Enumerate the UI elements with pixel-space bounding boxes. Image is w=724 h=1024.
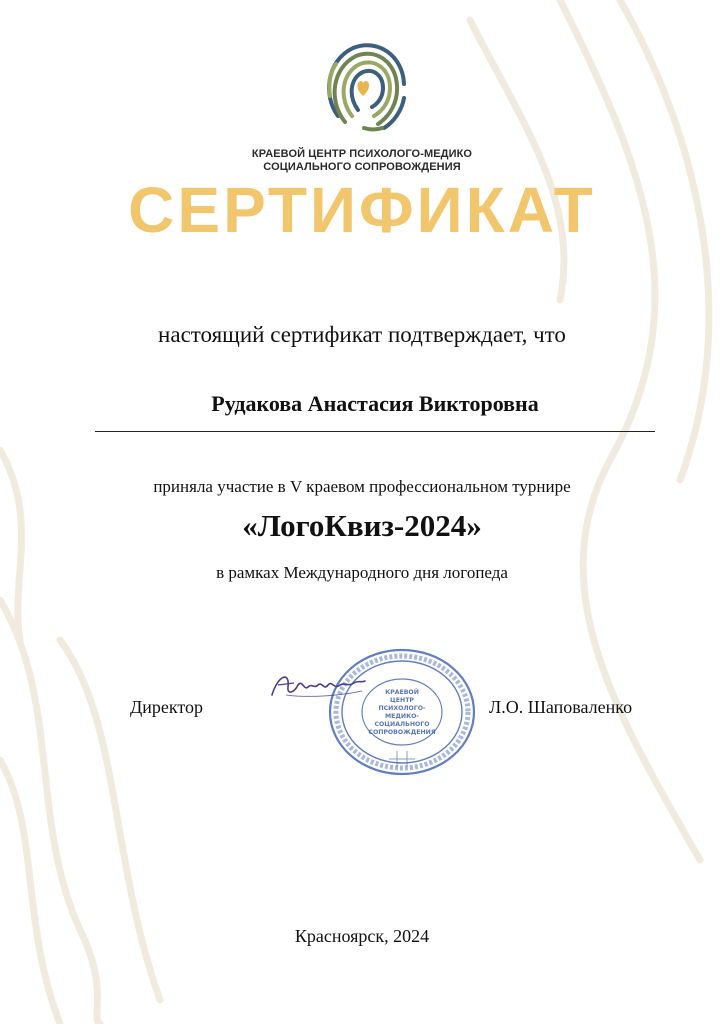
stamp-text-line: МЕДИКО- (385, 713, 419, 720)
stamp-text-line: СОЦИАЛЬНОГО (374, 721, 430, 728)
organization-name-line1: КРАЕВОЙ ЦЕНТР ПСИХОЛОГО-МЕДИКО (251, 148, 473, 160)
stamp-text-line: ЦЕНТР (390, 697, 414, 704)
city-year: Красноярск, 2024 (294, 926, 430, 946)
confirmation-text: настоящий сертификат подтверждает, что (158, 322, 566, 347)
certificate-title: СЕРТИФИКАТ (128, 174, 596, 246)
stamp-text-line: КРАЕВОЙ (385, 689, 419, 696)
recipient-name: Рудакова Анастасия Викторовна (95, 391, 655, 432)
organization-name-line2: СОЦИАЛЬНОГО СОПРОВОЖДЕНИЯ (263, 161, 461, 173)
participation-text: приняла участие в V краевом профессиональном турнире (153, 477, 571, 496)
director-position: Директор (130, 697, 204, 717)
stamp-text-line: СОПРОВОЖДЕНИЯ (368, 729, 436, 736)
stamp-text-line: ПСИХОЛОГО- (378, 705, 426, 712)
event-title: «ЛогоКвиз-2024» (242, 508, 482, 543)
director-name: Л.О. Шаповаленко (489, 697, 633, 717)
framework-text: в рамках Международного дня логопеда (216, 563, 508, 582)
fingerprint-heart-logo (318, 36, 408, 136)
director-signature (268, 665, 368, 705)
